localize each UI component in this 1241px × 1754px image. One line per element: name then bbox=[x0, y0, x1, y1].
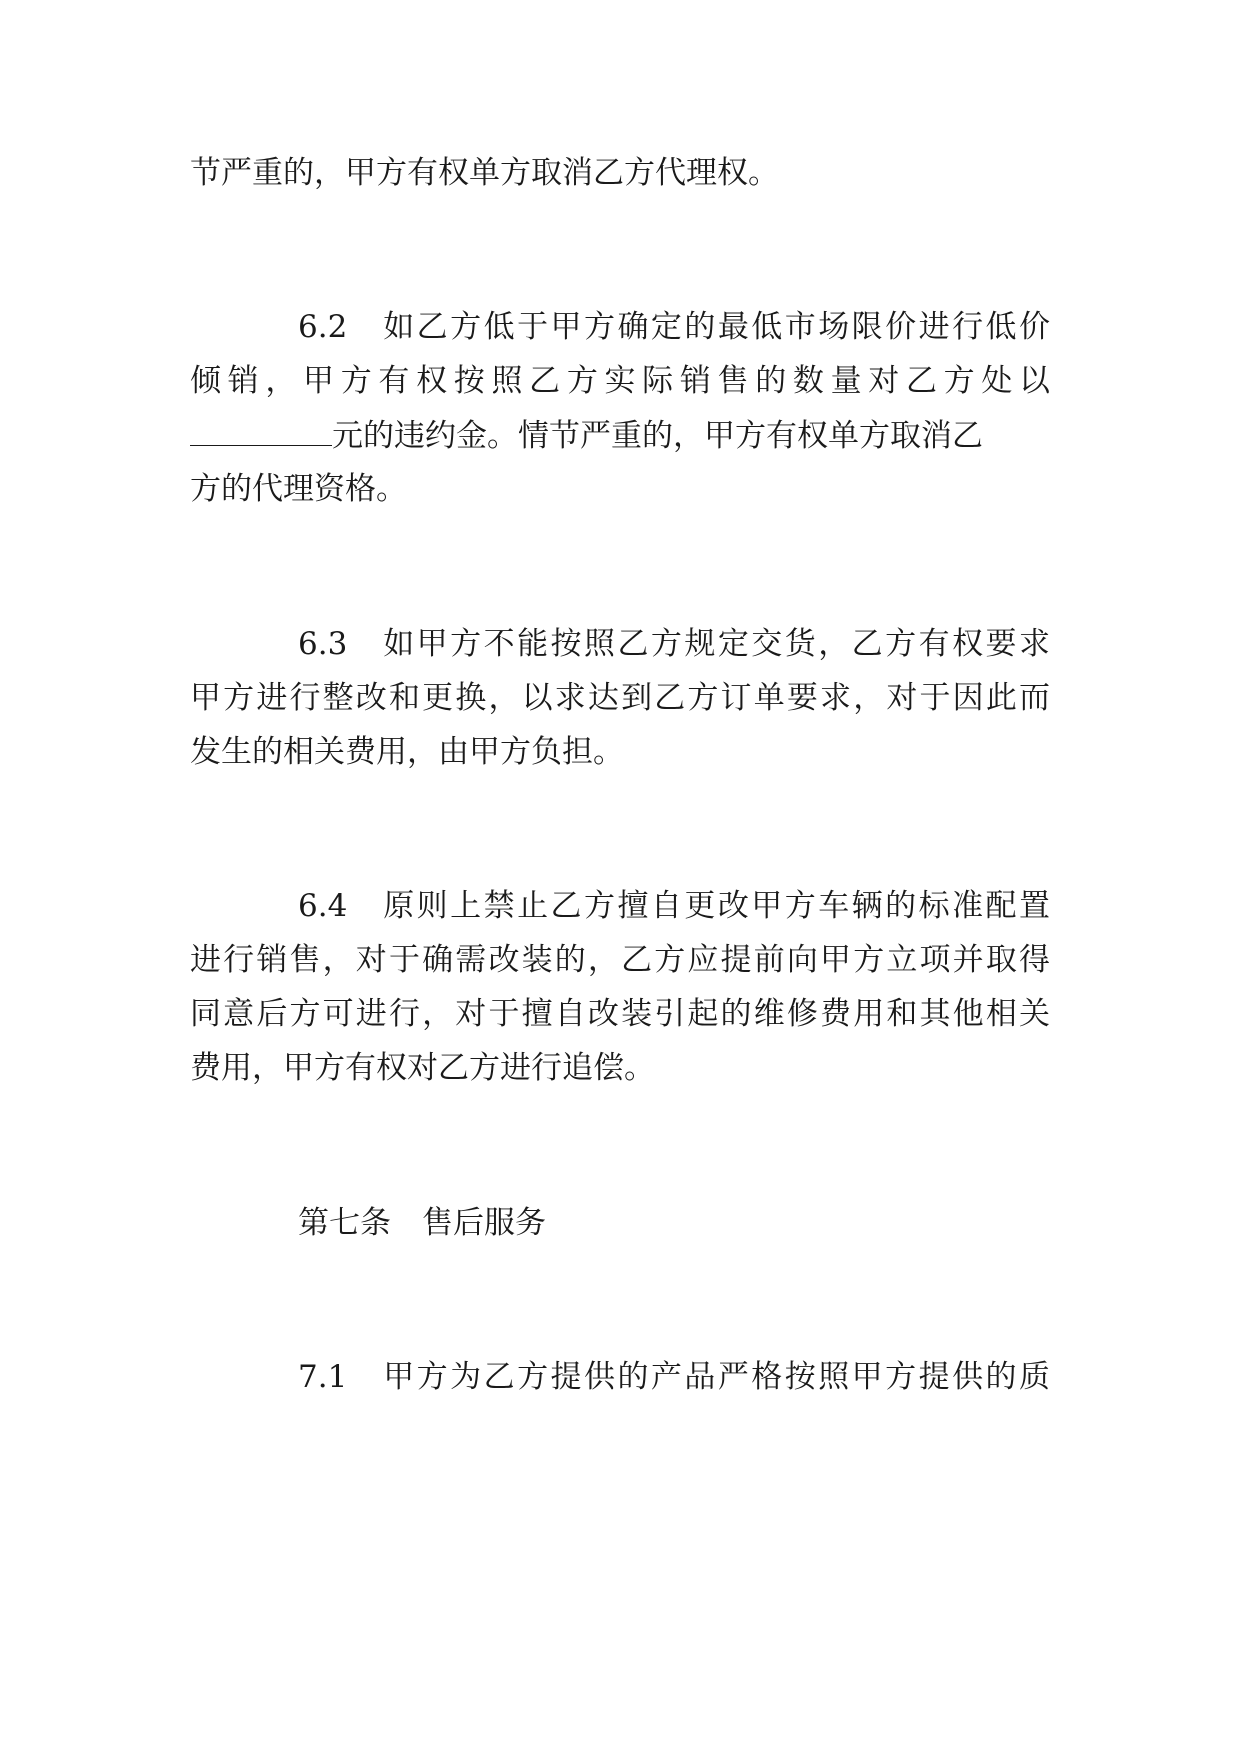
fill-in-blank bbox=[190, 415, 332, 446]
clause-6-2-line-4: 方的代理资格。 bbox=[190, 471, 407, 507]
clause-6-2-line-3-text: 元的违约金。情节严重的，甲方有权单方取消乙 bbox=[332, 418, 983, 454]
clause-6-2-line-3 bbox=[190, 415, 1050, 456]
clause-6-3-line-3: 发生的相关费用，由甲方负担。 bbox=[190, 734, 624, 770]
clause-6-2-line-2: 倾销，甲方有权按照乙方实际销售的数量对乙方处以 bbox=[190, 363, 1050, 399]
clause-6-4-line-2: 进行销售，对于确需改装的，乙方应提前向甲方立项并取得 bbox=[190, 942, 1050, 978]
clause-6-4-line-1: 6.4 原则上禁止乙方擅自更改甲方车辆的标准配置 bbox=[298, 888, 1050, 924]
section-heading: 第七条 售后服务 bbox=[298, 1205, 546, 1241]
clause-6-3-line-1: 6.3 如甲方不能按照乙方规定交货，乙方有权要求 bbox=[298, 626, 1050, 662]
clause-6-2-line-1: 6.2 如乙方低于甲方确定的最低市场限价进行低价 bbox=[298, 309, 1050, 345]
paragraph-line: 节严重的，甲方有权单方取消乙方代理权。 bbox=[190, 155, 779, 191]
clause-6-3-line-2: 甲方进行整改和更换，以求达到乙方订单要求，对于因此而 bbox=[190, 680, 1050, 716]
clause-6-4-line-3: 同意后方可进行，对于擅自改装引起的维修费用和其他相关 bbox=[190, 996, 1050, 1032]
clause-7-1-line-1: 7.1 甲方为乙方提供的产品严格按照甲方提供的质 bbox=[298, 1359, 1050, 1395]
clause-6-4-line-4: 费用，甲方有权对乙方进行追偿。 bbox=[190, 1050, 655, 1086]
